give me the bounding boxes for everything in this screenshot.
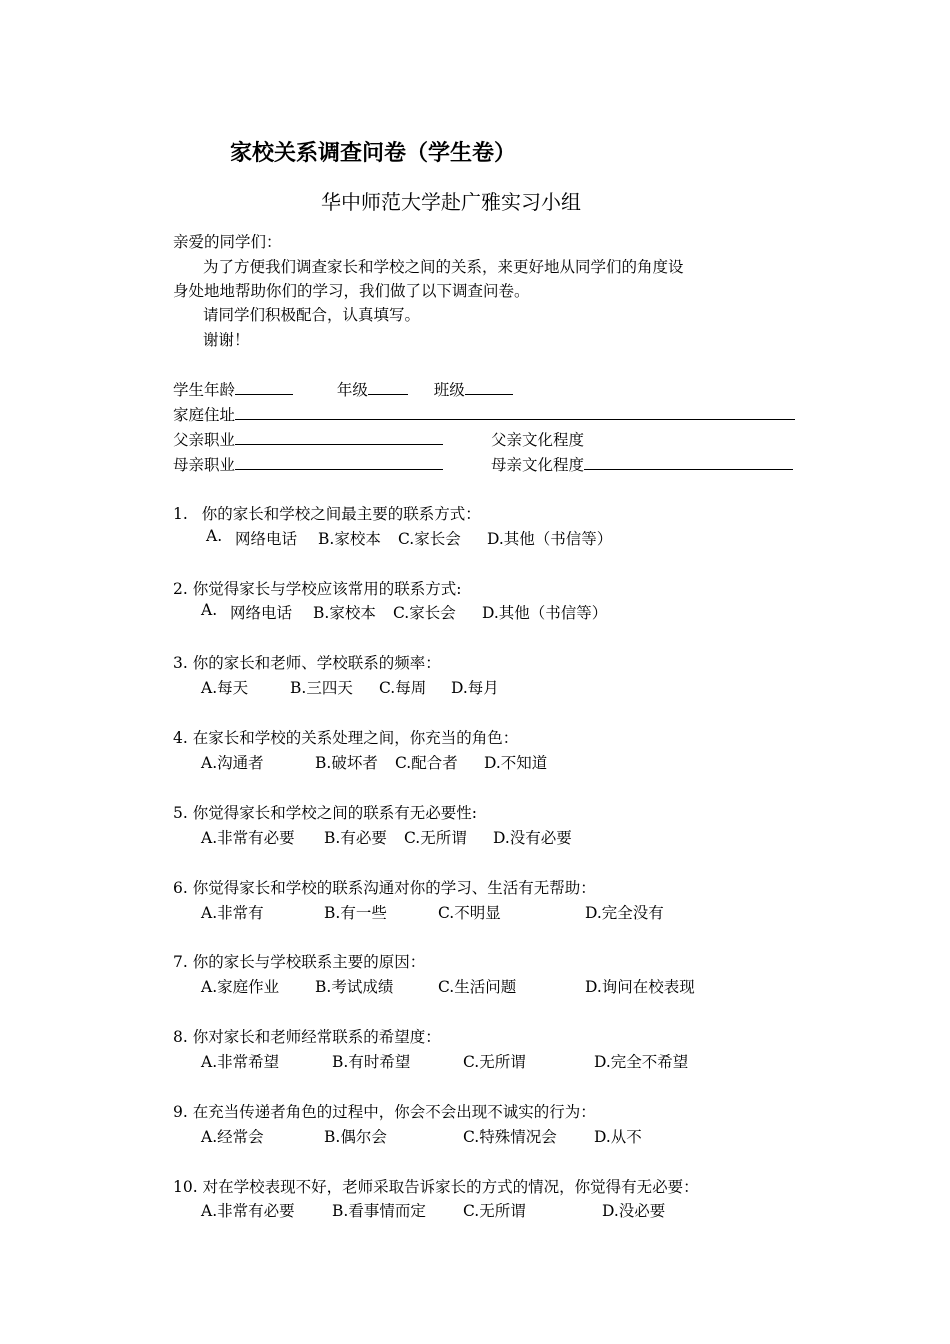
grade-field[interactable] — [368, 378, 408, 395]
grade-label: 年级 — [336, 381, 368, 399]
age-field[interactable] — [235, 378, 293, 395]
q9-option-c[interactable]: C.特殊情况会 — [463, 1128, 557, 1146]
q3-option-b[interactable]: B.三四天 — [290, 679, 353, 697]
q4-option-a[interactable]: A.沟通者 — [201, 754, 264, 772]
info-row-3 — [173, 428, 443, 450]
info-row-2 — [173, 403, 795, 425]
q6-option-a[interactable]: A.非常有 — [201, 904, 264, 922]
class-field[interactable] — [465, 378, 513, 395]
q6-option-c[interactable]: C.不明显 — [438, 904, 501, 922]
q10-option-d[interactable]: D.没必要 — [602, 1202, 666, 1220]
q7-option-b[interactable]: B.考试成绩 — [315, 978, 394, 996]
q7-option-d[interactable]: D.询问在校表现 — [585, 978, 695, 996]
q10-option-b[interactable]: B.看事情而定 — [332, 1202, 426, 1220]
q7-option-c[interactable]: C.生活问题 — [438, 978, 517, 996]
q8-option-d[interactable]: D.完全不希望 — [594, 1053, 689, 1071]
q10-option-a[interactable]: A.非常有必要 — [201, 1202, 295, 1220]
info-row-4 — [173, 453, 443, 475]
q1-option-a[interactable]: A. — [206, 527, 223, 545]
address-field[interactable] — [235, 403, 795, 420]
q4-option-d[interactable]: D.不知道 — [484, 754, 548, 772]
mother-job-field[interactable] — [235, 453, 443, 470]
q8-option-c[interactable]: C.无所谓 — [463, 1053, 526, 1071]
q2-option-b[interactable]: B.家校本 — [313, 604, 376, 622]
question-10: 10. 对在学校表现不好，老师采取告诉家长的方式的情况，你觉得有无必要： — [173, 1178, 699, 1196]
q7-option-a[interactable]: A.家庭作业 — [201, 978, 280, 996]
q3-option-a[interactable]: A.每天 — [201, 679, 249, 697]
q2-option-a-text[interactable]: 网络电话 — [230, 604, 293, 622]
q4-option-c[interactable]: C.配合者 — [395, 754, 458, 772]
father-job-label: 父亲职业 — [173, 431, 236, 449]
intro-line-1: 为了方便我们调查家长和学校之间的关系，来更好地从同学们的角度设 — [203, 258, 684, 276]
mother-job-label: 母亲职业 — [173, 456, 236, 474]
q6-option-d[interactable]: D.完全没有 — [585, 904, 664, 922]
q1-option-b[interactable]: B.家校本 — [318, 530, 381, 548]
q2-option-a[interactable]: A. — [201, 601, 218, 619]
q1-option-a-text[interactable]: 网络电话 — [235, 530, 298, 548]
q5-option-b[interactable]: B.有必要 — [324, 829, 387, 847]
greeting: 亲爱的同学们： — [173, 233, 282, 251]
intro-line-2: 身处地地帮助你们的学习，我们做了以下调查问卷。 — [173, 282, 530, 300]
info-row-4b — [491, 453, 793, 475]
class-label: 班级 — [433, 381, 465, 399]
question-7: 7. 你的家长与学校联系主要的原因： — [173, 953, 426, 971]
thanks: 谢谢！ — [203, 331, 250, 349]
q5-option-a[interactable]: A.非常有必要 — [201, 829, 295, 847]
question-6: 6. 你觉得家长和学校的联系沟通对你的学习、生活有无帮助： — [173, 879, 596, 897]
q1-option-d[interactable]: D.其他（书信等） — [487, 530, 613, 548]
question-4: 4. 在家长和学校的关系处理之间，你充当的角色： — [173, 729, 519, 747]
info-row-1 — [173, 378, 513, 400]
question-9: 9. 在充当传递者角色的过程中，你会不会出现不诚实的行为： — [173, 1103, 596, 1121]
q9-option-b[interactable]: B.偶尔会 — [324, 1128, 387, 1146]
question-3: 3. 你的家长和老师、学校联系的频率： — [173, 654, 441, 672]
mother-edu-field[interactable] — [584, 453, 793, 470]
q4-option-b[interactable]: B.破坏者 — [315, 754, 378, 772]
q9-option-d[interactable]: D.从不 — [594, 1128, 642, 1146]
age-label: 学生年龄 — [173, 381, 236, 399]
q10-option-c[interactable]: C.无所谓 — [463, 1202, 526, 1220]
q8-option-a[interactable]: A.非常希望 — [201, 1053, 280, 1071]
address-label: 家庭住址 — [173, 406, 236, 424]
father-job-field[interactable] — [235, 428, 443, 445]
mother-edu-label: 母亲文化程度 — [491, 456, 585, 474]
q9-option-a[interactable]: A.经常会 — [201, 1128, 264, 1146]
intro-line-3: 请同学们积极配合，认真填写。 — [203, 306, 421, 324]
q3-option-d[interactable]: D.每月 — [451, 679, 499, 697]
q1-option-c[interactable]: C.家长会 — [398, 530, 461, 548]
question-1: 1. 你的家长和学校之间最主要的联系方式： — [173, 505, 481, 523]
q3-option-c[interactable]: C.每周 — [379, 679, 427, 697]
q8-option-b[interactable]: B.有时希望 — [332, 1053, 411, 1071]
q5-option-c[interactable]: C.无所谓 — [404, 829, 467, 847]
q2-option-c[interactable]: C.家长会 — [393, 604, 456, 622]
page-subtitle: 华中师范大学赴广雅实习小组 — [321, 190, 581, 214]
q5-option-d[interactable]: D.没有必要 — [493, 829, 572, 847]
question-8: 8. 你对家长和老师经常联系的希望度： — [173, 1028, 441, 1046]
q2-option-d[interactable]: D.其他（书信等） — [482, 604, 608, 622]
father-edu-label: 父亲文化程度 — [491, 431, 585, 449]
question-5: 5. 你觉得家长和学校之间的联系有无必要性: — [173, 804, 477, 822]
q6-option-b[interactable]: B.有一些 — [324, 904, 387, 922]
question-2: 2. 你觉得家长与学校应该常用的联系方式: — [173, 580, 462, 598]
page-title: 家校关系调查问卷（学生卷） — [230, 140, 517, 166]
